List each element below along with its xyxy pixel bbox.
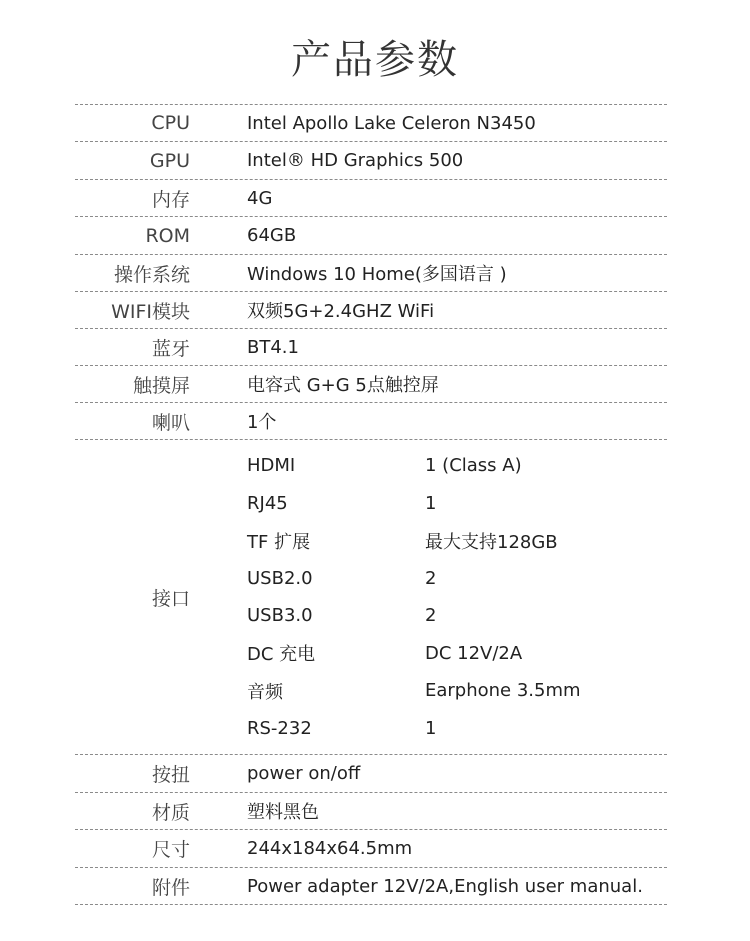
spec-value: 塑料黑色 xyxy=(247,802,319,823)
interface-value: 1 xyxy=(425,717,437,739)
spec-value: power on/off xyxy=(247,763,361,784)
spec-label: 操作系统 xyxy=(113,263,190,286)
spec-label: 附件 xyxy=(151,876,190,899)
spec-row-wifi xyxy=(75,291,667,328)
interface-value: DC 12V/2A xyxy=(425,642,523,664)
spec-label: 接口 xyxy=(151,587,190,610)
interface-value: 1 xyxy=(425,492,437,514)
spec-label: GPU xyxy=(149,149,190,172)
spec-value: 1个 xyxy=(247,412,277,433)
spec-row-interfaces xyxy=(75,439,667,754)
spec-value: 4G xyxy=(247,187,273,209)
spec-row-bluetooth xyxy=(75,328,667,365)
spec-row-speaker xyxy=(75,402,667,439)
spec-row-rom xyxy=(75,216,667,254)
interface-item xyxy=(247,672,581,710)
spec-value: BT4.1 xyxy=(247,336,299,358)
spec-value: Intel® HD Graphics 500 xyxy=(247,150,464,171)
spec-label: 尺寸 xyxy=(151,839,190,861)
spec-value: Windows 10 Home(多国语言 ) xyxy=(247,264,507,285)
spec-row-cpu xyxy=(75,104,667,141)
interface-item xyxy=(247,597,581,635)
interface-name: TF 扩展 xyxy=(247,531,311,553)
spec-label: 材质 xyxy=(151,801,190,824)
interface-name: USB2.0 xyxy=(247,567,313,589)
interface-name: RJ45 xyxy=(247,492,288,514)
interface-name: HDMI xyxy=(247,455,296,477)
interface-value: Earphone 3.5mm xyxy=(425,680,581,702)
interface-name: USB3.0 xyxy=(247,605,313,627)
spec-value: Intel Apollo Lake Celeron N3450 xyxy=(247,112,536,134)
interface-name: 音频 xyxy=(247,681,283,703)
spec-value: Power adapter 12V/2A,English user manual. xyxy=(247,875,643,897)
page-title: 产品参数 xyxy=(291,37,459,83)
spec-row-material xyxy=(75,792,667,829)
interface-item xyxy=(247,522,581,560)
spec-row-button xyxy=(75,754,667,792)
spec-value: 电容式 G+G 5点触控屏 xyxy=(247,375,439,396)
interface-item xyxy=(247,560,581,598)
spec-label: CPU xyxy=(151,112,190,134)
spec-row-dimensions xyxy=(75,829,667,867)
spec-row-os xyxy=(75,254,667,291)
interface-item xyxy=(247,485,581,523)
spec-row-touchscreen xyxy=(75,365,667,402)
spec-label: WIFI模块 xyxy=(111,300,190,323)
interface-value: 最大支持128GB xyxy=(425,531,558,553)
spec-row-accessories xyxy=(75,867,667,905)
interface-name: DC 充电 xyxy=(247,644,316,666)
spec-label: 喇叭 xyxy=(151,411,190,434)
spec-value: 64GB xyxy=(247,225,297,246)
spec-label: 按扭 xyxy=(151,764,190,786)
interface-item xyxy=(247,710,581,748)
interface-value: 2 xyxy=(425,605,437,627)
interface-name: RS-232 xyxy=(247,717,312,739)
spec-label: 触摸屏 xyxy=(132,374,190,397)
spec-value: 双频5G+2.4GHZ WiFi xyxy=(247,301,435,322)
spec-label: ROM xyxy=(145,224,190,247)
spec-label: 内存 xyxy=(151,188,190,211)
interface-item xyxy=(247,447,581,485)
spec-table xyxy=(75,104,667,905)
spec-row-gpu xyxy=(75,141,667,179)
spec-label: 蓝牙 xyxy=(151,337,190,360)
interface-item xyxy=(247,635,581,673)
spec-value: 244x184x64.5mm xyxy=(247,838,413,859)
spec-row-memory xyxy=(75,179,667,216)
interface-value: 1 (Class A) xyxy=(425,455,522,477)
interface-list xyxy=(247,447,581,747)
interface-value: 2 xyxy=(425,567,437,589)
